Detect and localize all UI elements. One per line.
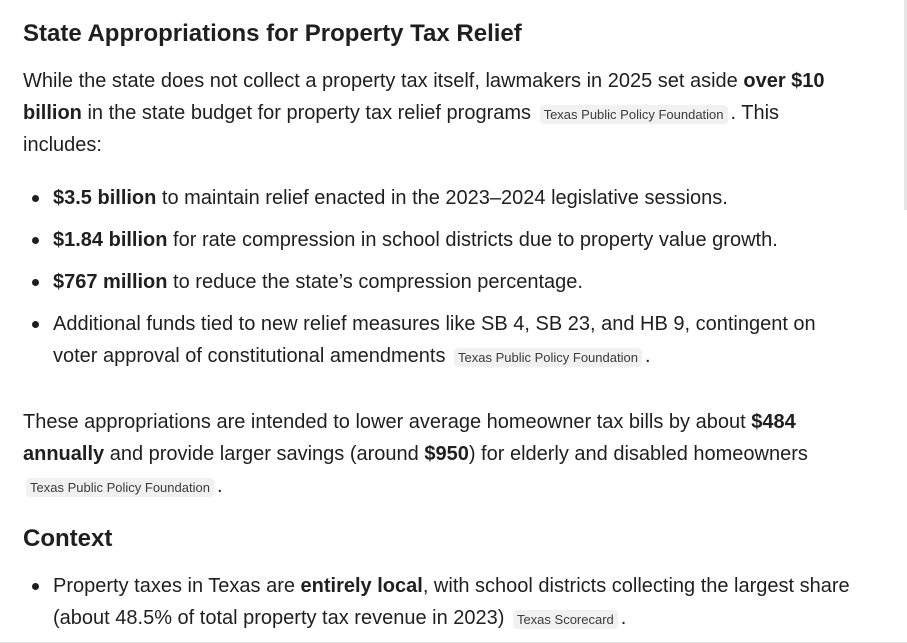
item-bold-amount: $3.5 billion	[53, 187, 157, 209]
item-text: Additional funds tied to new relief measures like SB 4, SB 23, and HB 9, contingent on voter approval of constitutional amendments	[53, 313, 816, 367]
bullet-icon	[32, 237, 39, 244]
list-item	[23, 308, 863, 372]
source-citation-chip[interactable]: Texas Scorecard	[513, 610, 618, 629]
item-text: for rate compression in school districts due to property value growth.	[167, 229, 778, 251]
appropriations-list	[23, 182, 863, 382]
item-text-1: Property taxes in Texas are	[53, 575, 301, 597]
item-end: .	[620, 607, 627, 629]
closing-text-1: These appropriations are intended to lower average homeowner tax bills by about	[23, 411, 752, 433]
bullet-icon	[32, 583, 39, 590]
section-heading-appropriations: State Appropriations for Property Tax Relief	[23, 20, 522, 47]
list-item	[23, 266, 863, 298]
item-end: .	[644, 345, 651, 367]
intro-text-1: While the state does not collect a property tax itself, lawmakers in 2025 set aside	[23, 70, 744, 92]
context-list	[23, 570, 863, 634]
section-heading-context: Context	[23, 525, 113, 552]
source-citation-chip[interactable]: Texas Public Policy Foundation	[454, 348, 642, 367]
intro-bold-amount: over $10 billion	[23, 70, 825, 124]
source-citation-chip[interactable]: Texas Public Policy Foundation	[540, 105, 728, 124]
closing-end: .	[216, 475, 223, 497]
list-item	[23, 224, 863, 256]
list-item	[23, 182, 863, 214]
bullet-icon	[32, 279, 39, 286]
item-text: to reduce the state’s compression percentage.	[167, 271, 583, 293]
item-text: to maintain relief enacted in the 2023–2024 legislative sessions.	[156, 187, 728, 209]
bullet-icon	[32, 321, 39, 328]
closing-bold-savings: $950	[424, 443, 469, 465]
item-bold-amount: $767 million	[53, 271, 168, 293]
bullet-icon	[32, 195, 39, 202]
closing-text-3: ) for elderly and disabled homeowners	[468, 443, 808, 465]
closing-paragraph	[23, 406, 853, 502]
item-bold-amount: $1.84 billion	[53, 229, 168, 251]
closing-bold-annual: $484 annually	[23, 411, 796, 465]
intro-paragraph	[23, 65, 853, 161]
list-item	[23, 570, 863, 634]
item-bold: entirely local	[300, 575, 423, 597]
source-citation-chip[interactable]: Texas Public Policy Foundation	[26, 478, 214, 497]
closing-text-2: and provide larger savings (around	[104, 443, 425, 465]
intro-text-2: in the state budget for property tax relief programs	[81, 102, 537, 124]
intro-text-3: . This includes:	[23, 102, 780, 156]
item-text-2: , with school districts collecting the largest share (about 48.5% of total property tax revenue in 2023)	[53, 575, 850, 629]
